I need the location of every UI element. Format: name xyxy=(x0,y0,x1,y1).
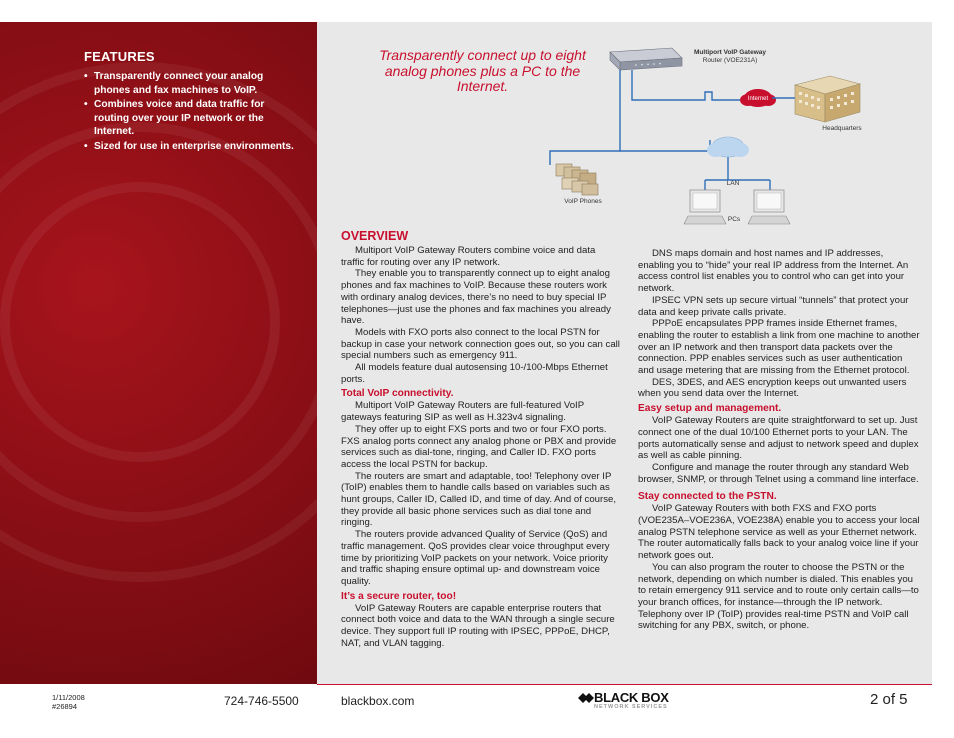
page-number: 2 of 5 xyxy=(870,691,908,708)
intro-paragraph: IPSEC VPN sets up secure virtual “tunnels” that protect your data and keep private calls private. xyxy=(638,294,909,318)
cable-to-internet xyxy=(632,70,745,100)
lan-label: LAN xyxy=(726,180,740,187)
overview-paragraph: Multiport VoIP Gateway Routers combine voice and data traffic for routing over any IP network. xyxy=(341,245,596,268)
lan-cloud-icon xyxy=(707,137,749,157)
cable-to-phones xyxy=(550,70,620,165)
voip-phones-label: VoIP Phones xyxy=(564,198,602,205)
connectivity-title: Total VoIP connectivity. xyxy=(341,388,454,400)
router-icon xyxy=(610,48,682,70)
secure-paragraph: VoIP Gateway Routers are capable enterprise routers that connect both voice and data to the WAN through a single secure device. They support full IP routing with IPSEC, PPPoE, DHCP, NAT, and VLAN tagging. xyxy=(341,602,615,649)
overview-title: OVERVIEW xyxy=(341,229,409,243)
pcs-label: PCs xyxy=(727,216,741,223)
feature-item: • Transparently connect your analog phones and fax machines to VoIP. xyxy=(84,70,294,97)
pc-icon xyxy=(684,190,726,224)
features-title: FEATURES xyxy=(84,49,155,64)
decorative-ring xyxy=(0,182,280,462)
text-column-right xyxy=(638,248,920,632)
connectivity-paragraph: The routers provide advanced Quality of Service (QoS) and traffic management. QoS provides clear voice throughput every time by prioritizing VoIP packets on your network. Voice priority and traffic shaping ensure optimal up- and downstream voice quality. xyxy=(341,529,610,587)
intro-paragraph: DNS maps domain and host names and IP addresses, enabling you to “hide” your real IP address from the Internet. An access control list enables you to control who can get into your network. xyxy=(638,248,909,295)
logo-diamond-icon xyxy=(578,692,594,704)
headquarters-building-icon xyxy=(795,76,860,122)
text-column-left xyxy=(341,229,621,650)
internet-label: Internet xyxy=(747,96,769,102)
logo-brand-text: BLACK BOX xyxy=(594,690,669,705)
router-label-line2: Router (VOE231A) xyxy=(702,57,758,64)
secure-title: It’s a secure router, too! xyxy=(341,590,457,602)
router-label xyxy=(690,49,770,65)
tagline: Transparently connect up to eight analog phones plus a PC to the Internet. xyxy=(379,47,586,94)
footer-divider xyxy=(317,684,932,685)
pstn-paragraph: VoIP Gateway Routers with both FXS and FXO ports (VOE235A–VOE236A, VOE238A) enable you to access your local analog PSTN telephone service as well as your Ethernet network. The router automatically falls back to your analog voice line if your network goes out. xyxy=(638,503,920,562)
feature-item: • Sized for use in enterprise environments. xyxy=(84,140,294,154)
intro-paragraph: DES, 3DES, and AES encryption keeps out unwanted users when you send data over the Internet. xyxy=(638,376,907,400)
pstn-title: Stay connected to the PSTN. xyxy=(638,491,777,503)
black-box-logo xyxy=(578,690,678,714)
headquarters-label: Headquarters xyxy=(822,125,862,132)
voip-phones-icon xyxy=(556,164,598,195)
footer-doc-info xyxy=(52,693,85,711)
footer-phone: 724-746-5500 xyxy=(224,694,299,708)
router-label-line1: Multiport VoIP Gateway xyxy=(694,49,766,56)
pc-icon xyxy=(748,190,790,224)
intro-paragraph: PPPoE encapsulates PPP frames inside Ethernet frames, enabling the router to establish a link from one machine to another over an IP network and then transport data packets over the connection. PPP enables services such as user authentication and usage metering that are missing from the Ethernet protocol. xyxy=(638,318,920,377)
pstn-paragraph: You can also program the router to choose the PSTN or the network, depending on which number is dialed. This enables you to retain emergency 911 service and to route only certain calls—to your branch offices, for instance—through the IP network. Telephony over IP (ToIP) provides real-time PSTN and VoIP call switching for any PBX, switch, or phone. xyxy=(638,561,919,632)
connectivity-paragraph: They offer up to eight FXS ports and two or four FXO ports. FXS analog ports connect any analog phone or PBX and provide services such as dial-tone, ringing, and Caller ID. FXO ports access the local PSTN for backup. xyxy=(341,423,617,470)
footer-website-link[interactable]: blackbox.com xyxy=(341,694,415,708)
connectivity-paragraph: The routers are smart and adaptable, too! Telephony over IP (ToIP) enables them to handle calls based on variables such as hunt groups, Caller ID, Called ID, and time of day. And of course, they provide all basic phone services such as dial tone and ringing. xyxy=(341,470,616,529)
setup-paragraph: Configure and manage the router through any standard Web browser, SNMP, or through Telnet using a command line interface. xyxy=(638,461,919,485)
connectivity-paragraph: Multiport VoIP Gateway Routers are full-featured VoIP gateways featuring SIP as well as H.323v4 signaling. xyxy=(341,400,584,424)
logo-sub-text: NETWORK SERVICES xyxy=(594,704,668,710)
overview-paragraph: They enable you to transparently connect up to eight analog phones and fax machines to VoIP. Because these routers work with ordinary analog devices, there’s no need to buy special IP telephones—just use the phones and fax machines you already have. xyxy=(341,268,611,327)
network-diagram xyxy=(540,40,880,230)
cable-to-lan xyxy=(620,140,710,151)
footer-date: 1/11/2008 xyxy=(52,693,85,702)
features-list xyxy=(84,70,294,153)
setup-paragraph: VoIP Gateway Routers are quite straightforward to set up. Just connect one of the dual 10/100 Ethernet ports to your LAN. The ports automatically sense and adjust to network speed and duplex as well as cable pinning. xyxy=(638,415,919,462)
setup-title: Easy setup and management. xyxy=(638,403,782,415)
feature-item: • Combines voice and data traffic for routing over your IP network or the Internet. xyxy=(84,98,294,139)
overview-paragraph: All models feature dual autosensing 10-/100-Mbps Ethernet ports. xyxy=(341,362,608,385)
features-block xyxy=(84,49,294,154)
overview-paragraph: Models with FXO ports also connect to the local PSTN for backup in case your network connection goes out, so you can call special numbers such as emergency 911. xyxy=(341,326,620,362)
footer-doc-number: #26894 xyxy=(52,702,78,711)
